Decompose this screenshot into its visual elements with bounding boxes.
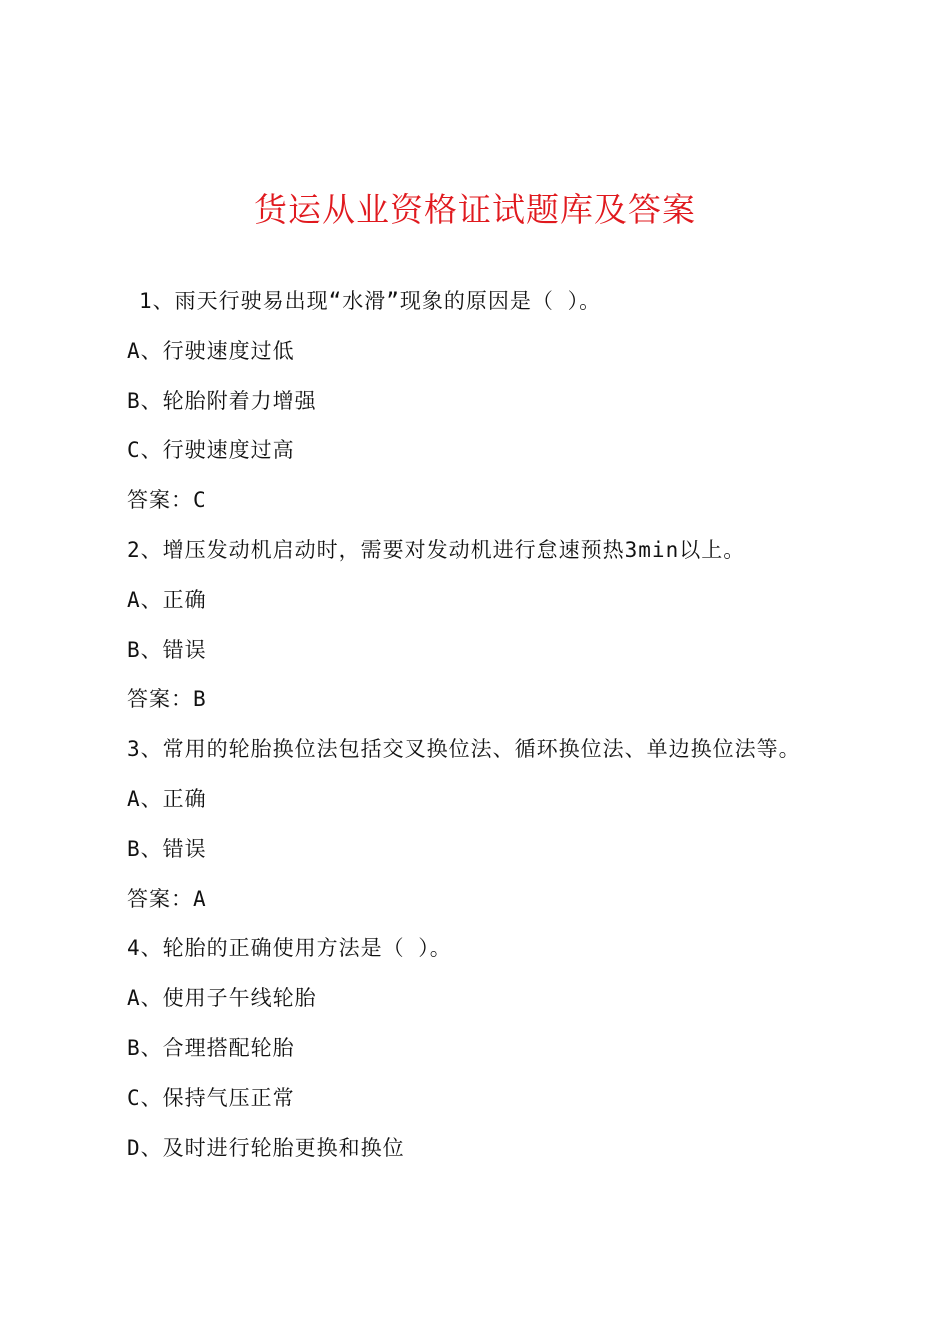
question-1: 1、雨天行驶易出现“水滑”现象的原因是（ ）。 [139, 289, 602, 313]
q4-option-a: A、使用子午线轮胎 [127, 986, 317, 1011]
q1-option-c: C、行驶速度过高 [127, 438, 295, 463]
question-3: 3、常用的轮胎换位法包括交叉换位法、循环换位法、单边换位法等。 [127, 737, 801, 762]
q4-option-c: C、保持气压正常 [127, 1085, 295, 1110]
q3-answer: 答案：A [127, 886, 207, 911]
q4-option-d: D、及时进行轮胎更换和换位 [127, 1135, 405, 1160]
question-2: 2、增压发动机启动时，需要对发动机进行怠速预热3min以上。 [127, 537, 746, 562]
q3-option-b: B、错误 [127, 836, 207, 861]
document-title: 货运从业资格证试题库及答案 [254, 190, 696, 229]
q4-option-b: B、合理搭配轮胎 [127, 1035, 295, 1060]
q3-option-a: A、正确 [127, 786, 207, 811]
q1-option-b: B、轮胎附着力增强 [127, 388, 317, 413]
question-list [127, 283, 887, 1179]
q2-option-a: A、正确 [127, 587, 207, 612]
question-4: 4、轮胎的正确使用方法是（ ）。 [127, 936, 452, 961]
q2-option-b: B、错误 [127, 637, 207, 662]
q1-answer: 答案：C [127, 488, 207, 513]
q1-option-a: A、行驶速度过低 [127, 338, 295, 363]
q2-answer: 答案：B [127, 687, 207, 712]
